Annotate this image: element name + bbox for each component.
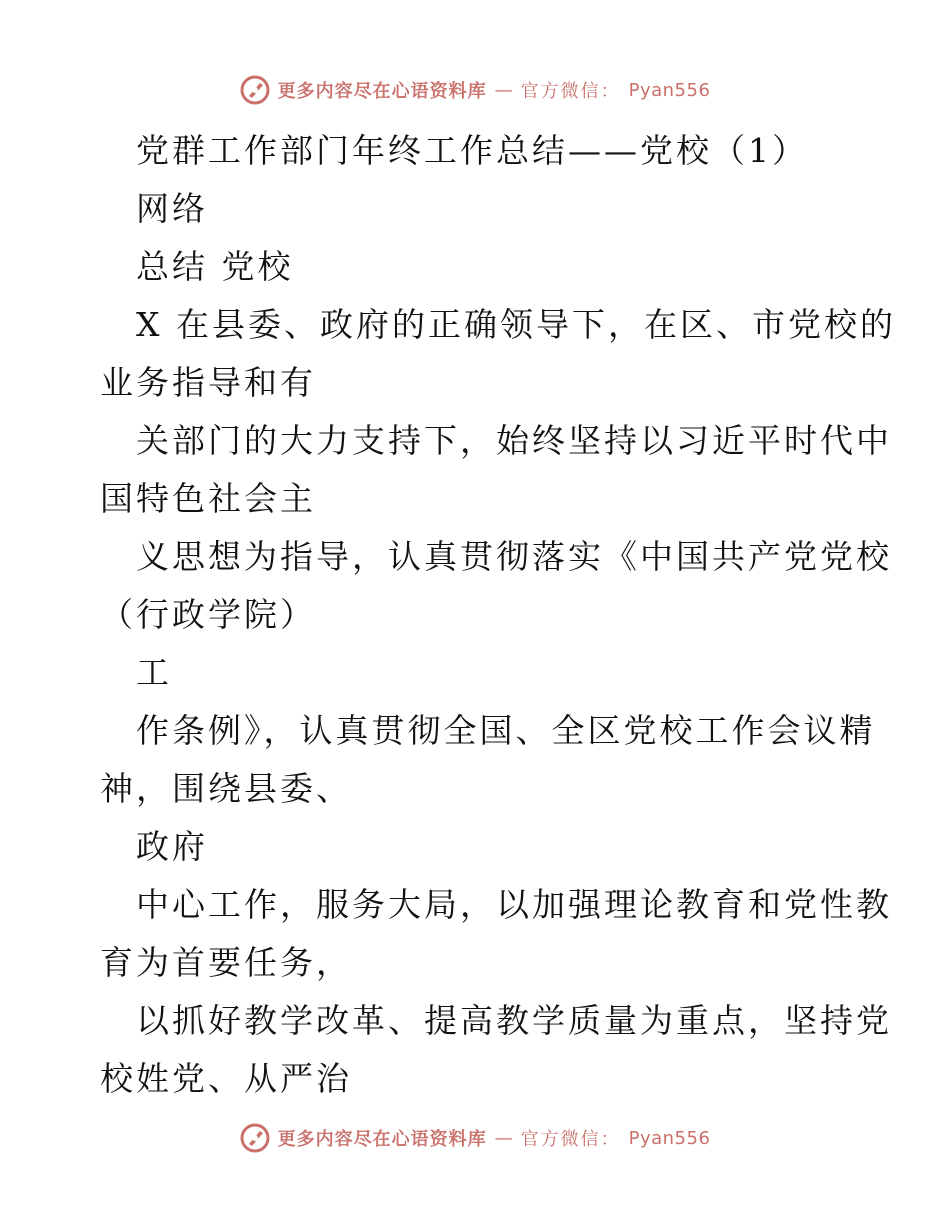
document-title: 党群工作部门年终工作总结——党校（1）	[136, 131, 808, 170]
watermark-dash: —	[494, 1127, 513, 1149]
text-line: 总结 党校	[136, 247, 294, 286]
header-watermark	[0, 70, 950, 110]
watermark-main-text: 更多内容尽在心语资料库	[277, 81, 487, 102]
watermark-sub-text: 官方微信：	[520, 1129, 621, 1150]
text-line: 政府	[136, 827, 208, 866]
watermark-id: Pyan556	[628, 1127, 711, 1149]
text-line: 关部门的大力支持下，始终坚持以习近平时代中	[136, 421, 892, 460]
text-line: 网络	[136, 189, 208, 228]
text-line: 神，围绕县委、	[100, 769, 352, 808]
watermark-sub-text: 官方微信：	[520, 81, 621, 102]
footer-watermark	[0, 1118, 950, 1158]
document-body	[100, 122, 896, 1108]
text-line: 作条例》，认真贯彻全国、全区党校工作会议精	[136, 711, 876, 750]
quill-seal-icon	[240, 75, 270, 105]
text-line: （行政学院）	[100, 595, 316, 634]
watermark-id: Pyan556	[628, 79, 711, 101]
text-line: X 在县委、政府的正确领导下，在区、市党校的	[136, 305, 896, 344]
text-line: 校姓党、从严治	[100, 1059, 352, 1098]
quill-seal-icon	[240, 1123, 270, 1153]
text-line: 工	[136, 653, 172, 692]
watermark-dash: —	[494, 79, 513, 101]
text-line: 业务指导和有	[100, 363, 316, 402]
text-line: 国特色社会主	[100, 479, 316, 518]
text-line: 中心工作，服务大局，以加强理论教育和党性教	[136, 885, 892, 924]
text-line: 义思想为指导，认真贯彻落实《中国共产党党校	[136, 537, 892, 576]
text-line: 育为首要任务，	[100, 943, 352, 982]
watermark-main-text: 更多内容尽在心语资料库	[277, 1129, 487, 1150]
text-line: 以抓好教学改革、提高教学质量为重点，坚持党	[136, 1001, 892, 1040]
